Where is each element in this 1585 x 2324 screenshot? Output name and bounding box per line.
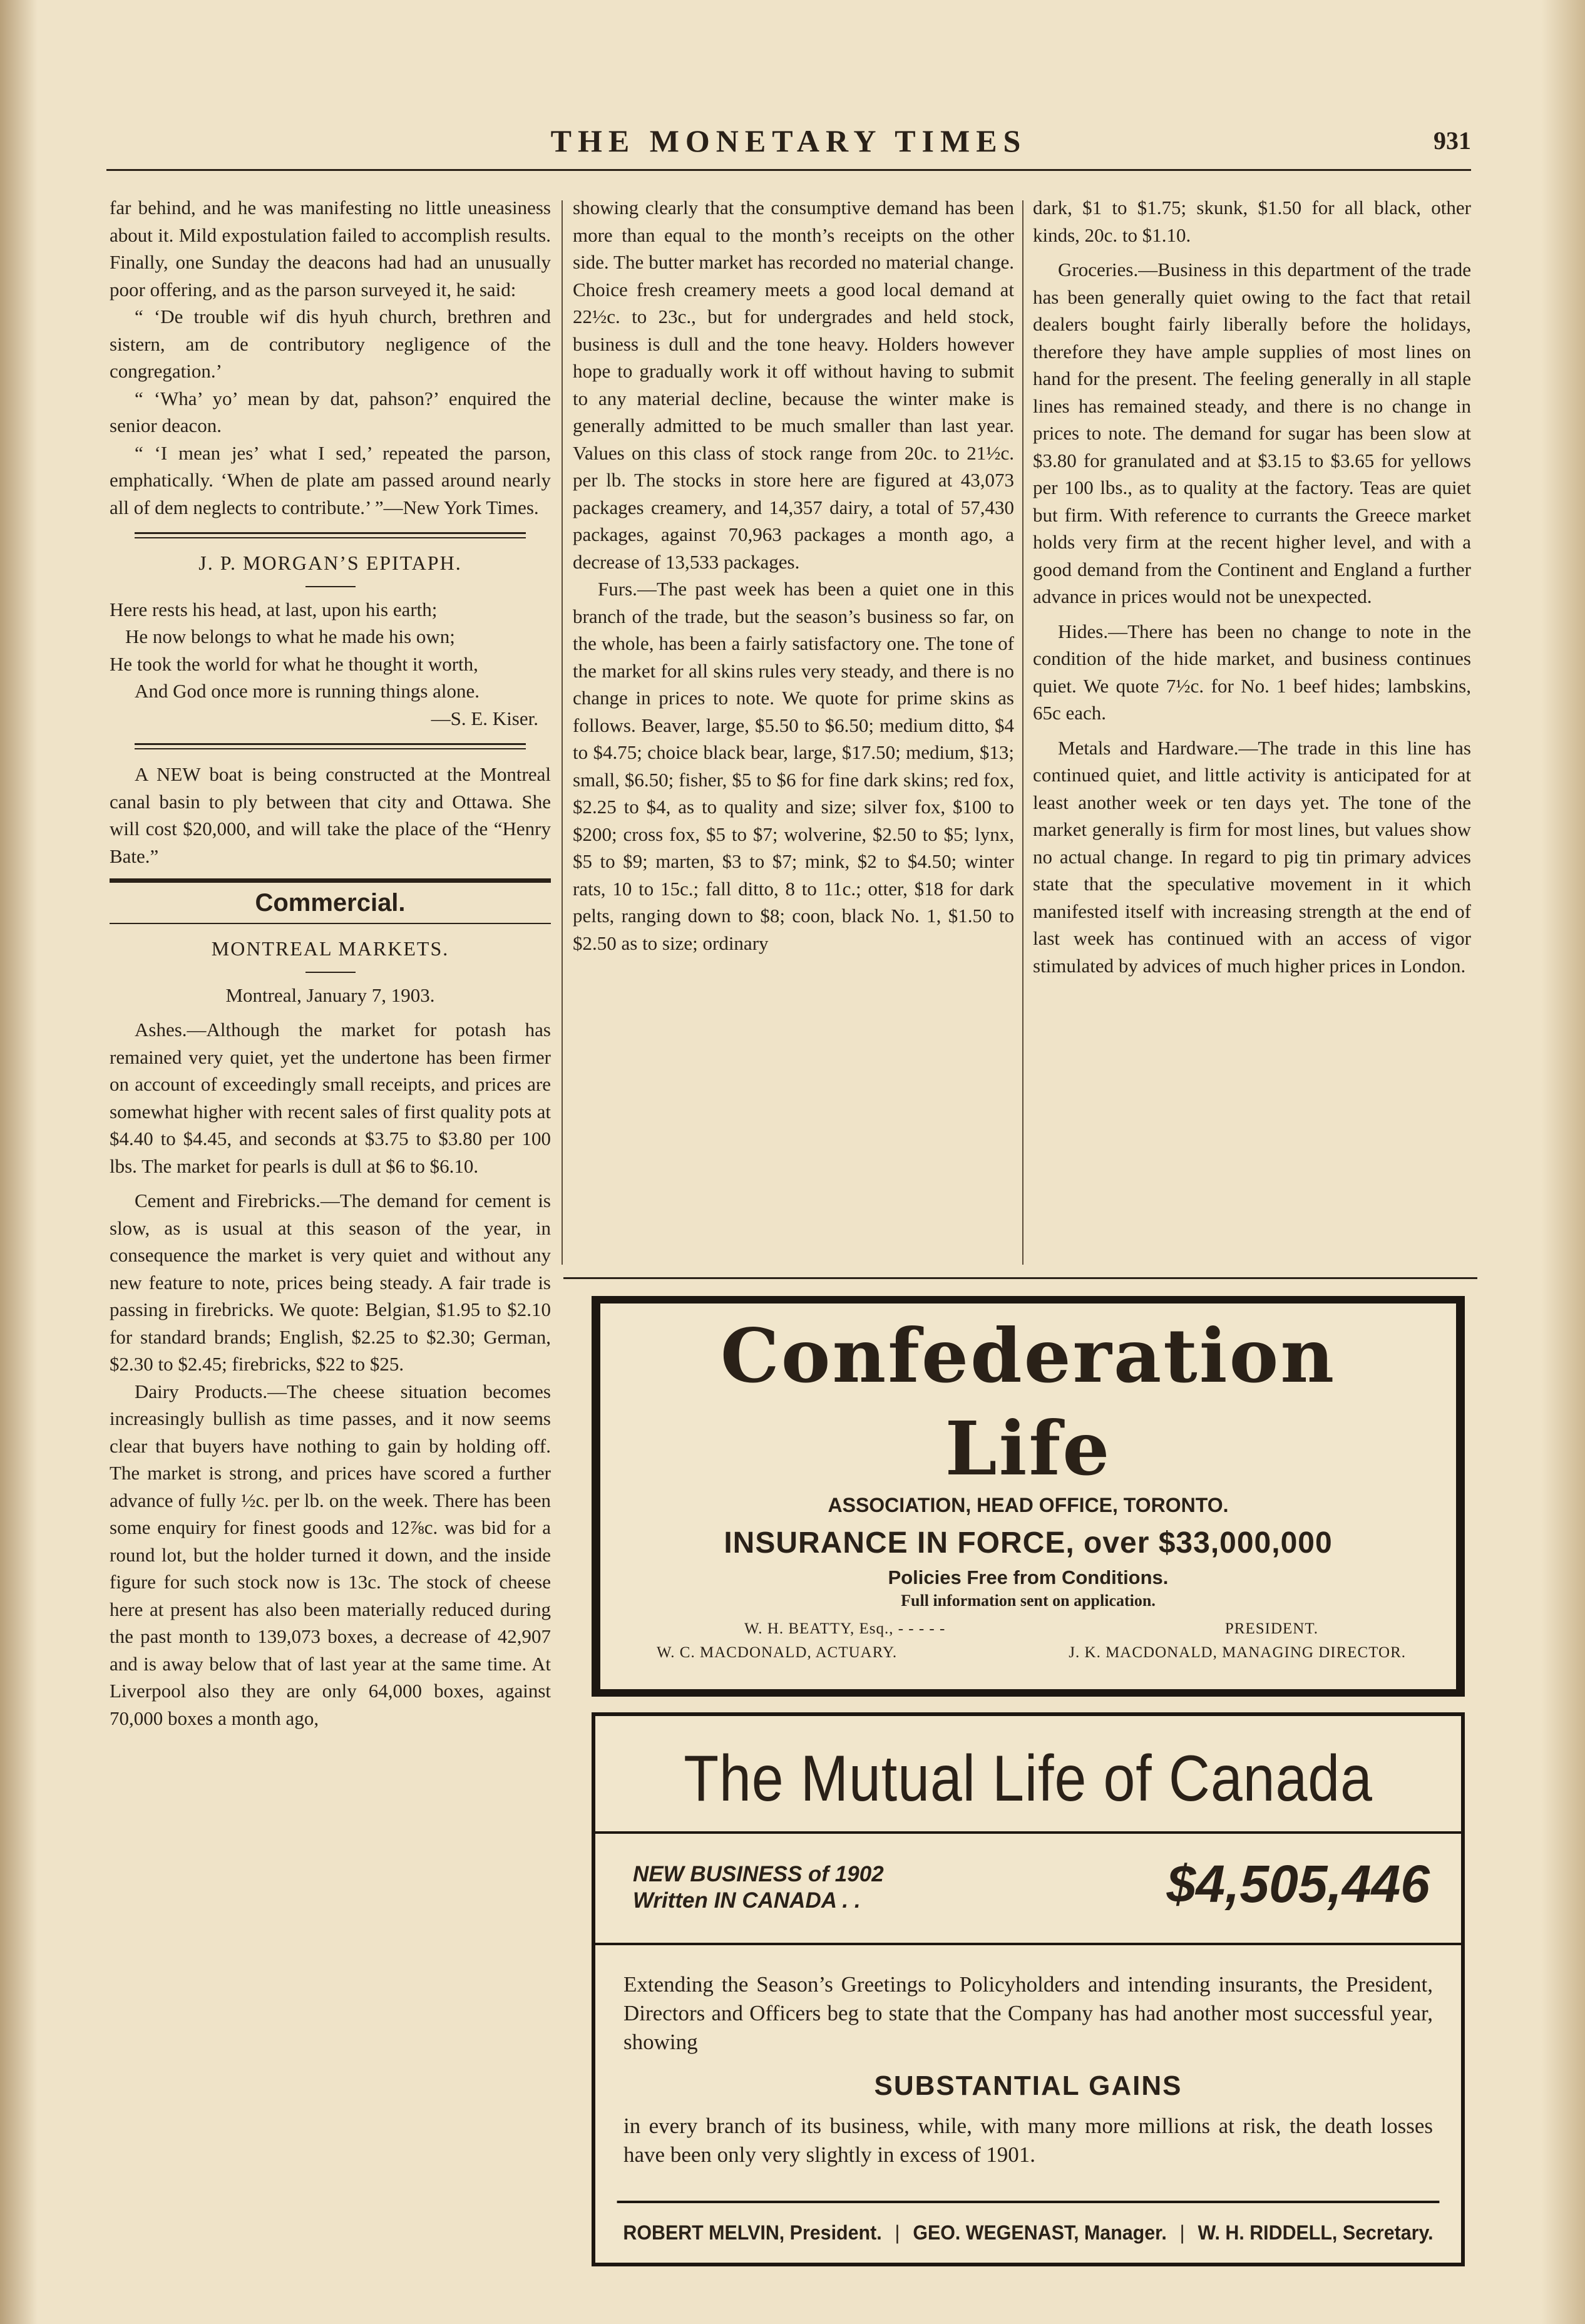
manager: GEO. WEGENAST, Manager.	[913, 2221, 1167, 2244]
new-business-label	[633, 1861, 884, 1914]
dateline: Montreal, January 7, 1903.	[225, 984, 435, 1006]
column-rule-1	[562, 200, 563, 1265]
section-divider	[135, 532, 526, 538]
association-line: ASSOCIATION, HEAD OFFICE, TORONTO.	[828, 1494, 1229, 1516]
page-header	[106, 119, 1471, 163]
ad-rule	[595, 1943, 1461, 1945]
business-text: in every branch of its business, while, with many more millions at risk, the death losses have been only very slightly in excess of 1901.	[623, 2114, 1433, 2167]
managing-director-name: J. K. MACDONALD, MANAGING DIRECTOR.	[1069, 1644, 1406, 1661]
poem-line: And God once more is running things alone.	[135, 680, 480, 702]
cement-report: Cement and Firebricks.—The demand for cement is slow, as is usual at this season of the year, in consequence the market is very quiet and without any new feature to note, prices being steady. A fair trade is passing in firebricks. We quote: Belgian, $1.95 to $2.10 for standard brands; English, $2.25 to $2.30; German, $2.30 to $2.45; firebricks, $22 to $25.	[110, 1190, 551, 1375]
commercial-heading: Commercial.	[255, 889, 406, 917]
confederation-life-advertisement	[592, 1296, 1465, 1697]
mutual-life-title: The Mutual Life of Canada	[684, 1742, 1373, 1815]
anecdote-paragraph: far behind, and he was manifesting no little uneasiness about it. Mild expostulation failed to accomplish results. Finally, one Sunday the deacons had had an unusually poor offering, and as the parson surveyed it, he said:	[110, 197, 551, 301]
commercial-rule-top	[110, 878, 551, 883]
anecdote-paragraph: “ ‘I mean jes’ what I sed,’ repeated the parson, emphatically. ‘When de plate am passed around nearly all of dem neglects to contribute.’ ”—New York Times.	[110, 441, 551, 518]
officers-footer: ROBERT MELVIN, President. | GEO. WEGENAST, Manager. | W. H. RIDDELL, Secretary.	[617, 2201, 1440, 2263]
president-name: W. H. BEATTY, Esq., - - - - -	[744, 1620, 946, 1637]
short-divider	[305, 972, 356, 973]
publication-title: THE MONETARY TIMES	[550, 123, 1027, 158]
anecdote-paragraph: “ ‘Wha’ yo’ mean by dat, pahson?’ enquired the senior deacon.	[110, 387, 551, 436]
furs-report: Furs.—The past week has been a quiet one in this branch of the trade, but the season’s business so far, on the whole, has been a fairly satisfactory one. The tone of the market for all skins rules very steady, and there is no change in prices to note. We quote for prime skins as follows. Beaver, large, $5.50 to $6.50; medium ditto, $4 to $4.75; choice black bear, large, $17.50; medium, $13; small, $6.50; fisher, $5 to $6 for fine dark skins; red fox, $2.25 to $4, as to quality and size; silver fox, $100 to $200; cross fox, $5 to $7; wolverine, $2.50 to $5; lynx, $5 to $9; marten, $3 to $7; mink, $2 to $4.50; winter rats, 10 to 15c.; fall ditto, 8 to 11c.; otter, $18 for dark pelts, ranging down to $8; coon, black No. 1, $1.50 to $2.50 as to size; ordinary	[573, 578, 1014, 954]
short-divider	[305, 586, 356, 587]
epitaph-heading: J. P. MORGAN’S EPITAPH.	[198, 552, 462, 574]
confederation-title: Confederation	[720, 1312, 1336, 1399]
poem-line: Here rests his head, at last, upon his earth;	[110, 598, 438, 620]
new-business-line: NEW BUSINESS of 1902	[633, 1862, 884, 1886]
header-rule	[106, 169, 1471, 171]
hides-report: Hides.—There has been no change to note in the condition of the hide market, and business continues quiet. We quote 7½c. for No. 1 beef hides; lambskins, 65c each.	[1033, 620, 1471, 724]
column-2	[573, 194, 1014, 957]
new-business-amount: $4,505,446	[1166, 1854, 1430, 1913]
poem-line: He now belongs to what he made his own;	[125, 625, 455, 647]
furs-report-continued: dark, $1 to $1.75; skunk, $1.50 for all black, other kinds, 20c. to $1.10.	[1033, 197, 1471, 246]
column-1	[110, 194, 551, 1732]
president: ROBERT MELVIN, President.	[623, 2221, 882, 2244]
secretary: W. H. RIDDELL, Secretary.	[1198, 2221, 1434, 2244]
new-business-line: Written IN CANADA . .	[633, 1888, 861, 1913]
substantial-gains: SUBSTANTIAL GAINS	[874, 2070, 1182, 2101]
advertisement-separator	[563, 1277, 1477, 1279]
mutual-life-advertisement	[592, 1712, 1465, 2266]
life-title: Life	[945, 1405, 1112, 1492]
dairy-report-continued: showing clearly that the consumptive demand has been more than equal to the month’s receipts on the other side. The butter market has recorded no material change. Choice fresh creamery meets a good local demand at 22½c. to 23c., but for undergrades and held stock, business is dull and the tone heavy. Holders however hope to gradually work it off without having to submit to any material decline, because the winter make is generally admitted to be much smaller than last year. Values on this class of stock range from 20c. to 21½c. per lb. The stocks in store here are figured at 43,073 packages creamery, and 14,357 dairy, a total of 57,430 packages, against 70,963 packages a month ago, a decrease of 13,533 packages.	[573, 197, 1014, 573]
page-number: 931	[1434, 126, 1471, 155]
dairy-report: Dairy Products.—The cheese situation becomes increasingly bullish as time passes, and it now seems clear that buyers have nothing to gain by holding off. The market is strong, and prices have scored a further advance of fully ½c. per lb. on the week. There has been some enquiry for finest goods and 12⅞c. was bid for a round lot, but the holder turned it down, and the inside figure for such stock now is 13c. The stock of cheese here at present has also been materially reduced during the past month to 139,073 boxes, a decrease of 42,907 and is away below that of last year at the same time. At Liverpool also they are only 64,000 boxes, against 70,000 boxes a month ago,	[110, 1380, 551, 1729]
greetings-text: Extending the Season’s Greetings to Policyholders and intending insurants, the President, Directors and Officers beg to state that the Company has had another most successful year, showing	[623, 1972, 1433, 2054]
boat-notice: A NEW boat is being constructed at the Montreal canal basin to ply between that city and Ottawa. She will cost $20,000, and will take the place of the “Henry Bate.”	[110, 763, 551, 867]
groceries-report: Groceries.—Business in this department of the trade has been generally quiet owing to the fact that retail dealers bought fairly liberally before the holidays, therefore they have ample supplies of most lines on hand for the present. The feeling generally in all staple lines has remained steady, and there is no change in prices to note. The demand for sugar has been slow at $3.80 for granulated and at $3.15 to $3.65 for yellows per 100 lbs., as to quality at the factory. Teas are quiet but firm. With reference to currants the Greece market holds very firm at the recent higher level, and with a good demand from the Continent and England a further advance in prices would not be unexpected.	[1033, 259, 1471, 607]
commercial-rule-bottom	[110, 923, 551, 924]
information-line: Full information sent on application.	[901, 1591, 1156, 1610]
poem-line: He took the world for what he thought it worth,	[110, 652, 478, 675]
new-business-row	[595, 1853, 1461, 1934]
actuary-name: W. C. MACDONALD, ACTUARY.	[657, 1644, 898, 1661]
column-3	[1033, 194, 1471, 979]
policies-line: Policies Free from Conditions.	[888, 1566, 1169, 1588]
poem-signature: —S. E. Kiser.	[431, 707, 538, 729]
officers	[600, 1620, 1456, 1664]
anecdote-paragraph: “ ‘De trouble wif dis hyuh church, brethren and sistern, am de contributory negligence of the congregation.’	[110, 306, 551, 382]
column-rule-2	[1022, 200, 1023, 1265]
page-shadow-right	[1541, 0, 1585, 2324]
section-divider	[135, 743, 526, 749]
epitaph-poem	[110, 596, 551, 733]
page-shadow-left	[0, 0, 38, 2324]
ashes-report: Ashes.—Although the market for potash has remained very quiet, yet the undertone has been firmer on account of exceedingly small receipts, and prices are somewhat higher with recent sales of first quality pots at $4.40 to $4.45, and seconds at $3.75 to $3.80 per 100 lbs. The market for pearls is dull at $6 to $6.10.	[110, 1019, 551, 1177]
ad-rule	[595, 1831, 1461, 1834]
montreal-markets-heading: MONTREAL MARKETS.	[211, 937, 449, 960]
president-title: PRESIDENT.	[1224, 1620, 1318, 1637]
metals-report: Metals and Hardware.—The trade in this line has continued quiet, and little activity is anticipated for at least another week or ten days yet. The tone of the market generally is firm for most lines, but values show no actual change. In regard to pig tin primary advices state that the speculative movement in it which manifested itself with increasing strength at the end of last week has continued with an access of vigor stimulated by advices of much higher prices in London.	[1033, 736, 1471, 977]
insurance-in-force: INSURANCE IN FORCE, over $33,000,000	[724, 1526, 1333, 1560]
